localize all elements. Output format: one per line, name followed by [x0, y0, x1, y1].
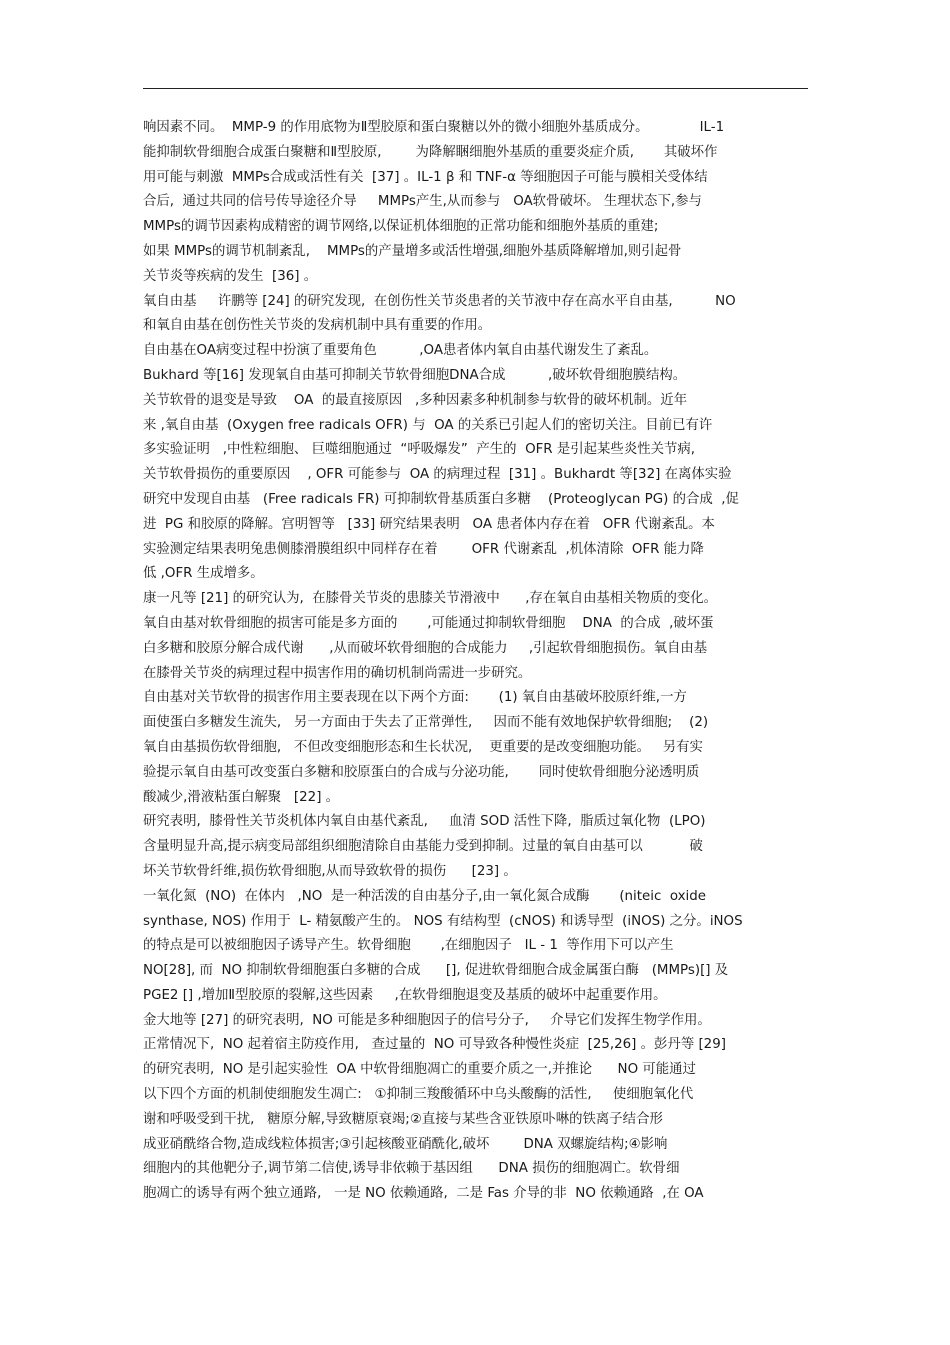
header-rule: [143, 88, 808, 89]
text-line: 研究中发现自由基 (Free radicals FR) 可抑制软骨基质蛋白多糖 (Proteoglycan PG) 的合成 ,促: [143, 491, 739, 507]
text-line: 用可能与刺激 MMPs合成或活性有关 [37] 。IL-1 β 和 TNF-α 等细胞因子可能与膜相关受体结: [143, 169, 708, 185]
text-line: 白多糖和胶原分解合成代谢 ,从而破坏软骨细胞的合成能力 ,引起软骨细胞损伤。氧自由基: [143, 640, 708, 656]
text-line: 酸减少,滑液粘蛋白解聚 [22] 。: [143, 789, 340, 805]
text-line: 谢和呼吸受到干扰, 糖原分解,导致糖原衰竭;②直接与某些含亚铁原卟啉的铁离子结合形: [143, 1111, 663, 1127]
text-line: PGE2 [] ,增加Ⅱ型胶原的裂解,这些因素 ,在软骨细胞退变及基质的破坏中起重要作用。: [143, 987, 667, 1003]
text-line: 康一凡等 [21] 的研究认为, 在膝骨关节炎的患膝关节滑液中 ,存在氧自由基相关物质的变化。: [143, 591, 718, 607]
text-line: 在膝骨关节炎的病理过程中损害作用的确切机制尚需进一步研究。: [143, 665, 532, 681]
text-line: 细胞内的其他靶分子,调节第二信使,诱导非依赖于基因组 DNA 损伤的细胞凋亡。软骨细: [143, 1161, 680, 1177]
text-line: 坏关节软骨纤维,损伤软骨细胞,从而导致软骨的损伤 [23] 。: [143, 863, 517, 879]
text-line: 进 PG 和胶原的降解。宫明智等 [33] 研究结果表明 OA 患者体内存在着 OFR 代谢紊乱。本: [143, 516, 715, 532]
text-line: 和氧自由基在创伤性关节炎的发病机制中具有重要的作用。: [143, 318, 492, 334]
text-line: 低 ,OFR 生成增多。: [143, 566, 264, 582]
text-line: 正常情况下, NO 起着宿主防疫作用, 查过量的 NO 可导致各种慢性炎症 [25,26] 。彭丹等 [29]: [143, 1037, 726, 1053]
text-line: 的研究表明, NO 是引起实验性 OA 中软骨细胞凋亡的重要介质之一,并推论 NO 可能通过: [143, 1062, 696, 1078]
text-line: 自由基对关节软骨的损害作用主要表现在以下两个方面: (1) 氧自由基破坏胶原纤维,一方: [143, 690, 687, 706]
text-line: 来 ,氧自由基 (Oxygen free radicals OFR) 与 OA 的关系已引起人们的密切关注。目前已有许: [143, 417, 713, 433]
text-line: 验提示氧自由基可改变蛋白多糖和胶原蛋白的合成与分泌功能, 同时使软骨细胞分泌透明质: [143, 764, 700, 780]
text-line: 响因素不同。 MMP-9 的作用底物为Ⅱ型胶原和蛋白聚糖以外的微小细胞外基质成分。 IL-1: [143, 120, 725, 135]
text-line: 成亚硝酰络合物,造成线粒体损害;③引起核酸亚硝酰化,破坏 DNA 双螺旋结构;④影响: [143, 1136, 668, 1152]
text-line: 氧自由基对软骨细胞的损害可能是多方面的 ,可能通过抑制软骨细胞 DNA 的合成 ,破坏蛋: [143, 615, 714, 631]
text-line: Bukhard 等[16] 发现氧自由基可抑制关节软骨细胞DNA合成 ,破坏软骨细胞膜结构。: [143, 367, 687, 383]
text-line: 氧自由基 许鹏等 [24] 的研究发现, 在创伤性关节炎患者的关节液中存在高水平自由基, NO: [143, 293, 736, 309]
text-line: 关节炎等疾病的发生 [36] 。: [143, 268, 318, 284]
text-line: 合后, 通过共同的信号传导途径介导 MMPs产生,从而参与 OA软骨破坏。 生理状态下,参与: [143, 194, 702, 210]
text-line: 以下四个方面的机制使细胞发生凋亡: ①抑制三羧酸循环中乌头酸酶的活性, 使细胞氧化代: [143, 1087, 694, 1103]
text-line: 的特点是可以被细胞因子诱导产生。软骨细胞 ,在细胞因子 IL - 1 等作用下可以产生: [143, 938, 674, 954]
text-line: 研究表明, 膝骨性关节炎机体内氧自由基代紊乱, 血清 SOD 活性下降, 脂质过氧化物 (LPO): [143, 814, 706, 830]
text-line: 胞凋亡的诱导有两个独立通路, 一是 NO 依赖通路, 二是 Fas 介导的非 NO 依赖通路 ,在 OA: [143, 1186, 704, 1202]
text-line: 金大地等 [27] 的研究表明, NO 可能是多种细胞因子的信号分子, 介导它们发挥生物学作用。: [143, 1012, 711, 1028]
text-line: 多实验证明 ,中性粒细胞、 巨噬细胞通过 “呼吸爆发” 产生的 OFR 是引起某些炎性关节病,: [143, 442, 696, 458]
text-line: 自由基在OA病变过程中扮演了重要角色 ,OA患者体内氧自由基代谢发生了紊乱。: [143, 343, 658, 359]
text-line: 一氧化氮 (NO) 在体内 ,NO 是一种活泼的自由基分子,由一氧化氮合成酶 (niteic oxide: [143, 888, 707, 904]
text-line: 氧自由基损伤软骨细胞, 不但改变细胞形态和生长状况, 更重要的是改变细胞功能。 另有实: [143, 739, 703, 755]
text-line: 关节软骨损伤的重要原因 , OFR 可能参与 OA 的病理过程 [31] 。Bukhardt 等[32] 在离体实验: [143, 467, 732, 483]
text-line: MMPs的调节因素构成精密的调节网络,以保证机体细胞的正常功能和细胞外基质的重建;: [143, 219, 659, 235]
text-line: 面使蛋白多糖发生流失, 另一方面由于失去了正常弹性, 因而不能有效地保护软骨细胞; (2): [143, 715, 709, 731]
text-line: 实验测定结果表明兔患侧膝滑膜组织中同样存在着 OFR 代谢紊乱 ,机体清除 OFR 能力降: [143, 541, 704, 557]
text-line: 能抑制软骨细胞合成蛋白聚糖和Ⅱ型胶原, 为降解睏细胞外基质的重要炎症介质, 其破坏作: [143, 144, 718, 160]
body-text: [143, 116, 813, 1207]
text-line: 如果 MMPs的调节机制紊乱, MMPs的产量增多或活性增强,细胞外基质降解增加,则引起骨: [143, 243, 682, 259]
text-line: 关节软骨的退变是导致 OA 的最直接原因 ,多种因素多种机制参与软骨的破坏机制。近年: [143, 392, 688, 408]
text-line: synthase, NOS) 作用于 L- 精氨酸产生的。 NOS 有结构型 (cNOS) 和诱导型 (iNOS) 之分。iNOS: [143, 913, 743, 929]
text-line: 含量明显升高,提示病变局部组织细胞清除自由基能力受到抑制。过量的氧自由基可以 破: [143, 839, 703, 855]
text-line: NO[28], 而 NO 抑制软骨细胞蛋白多糖的合成 [], 促进软骨细胞合成金属蛋白酶 (MMPs)[] 及: [143, 963, 729, 979]
